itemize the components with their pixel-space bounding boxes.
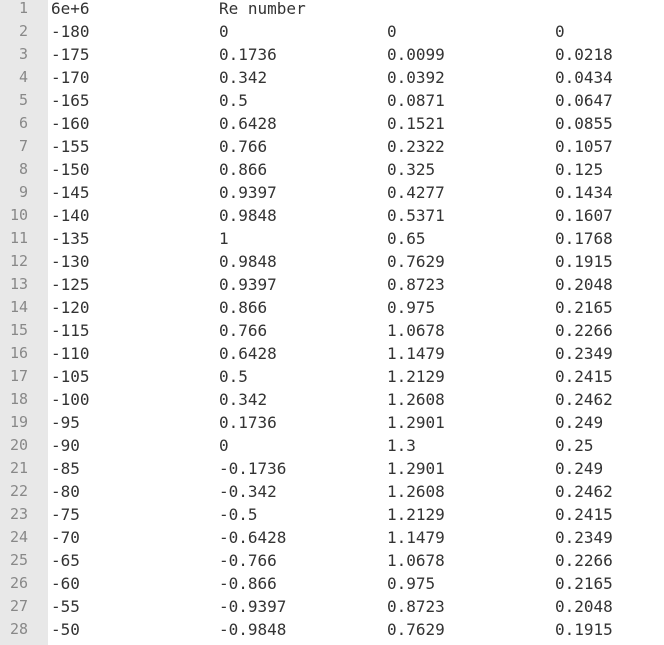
line-field-4: 0.2462 (555, 482, 613, 501)
line-field-1: -100 (51, 390, 90, 409)
line-number: 18 (9, 390, 28, 408)
line-field-4: 0.2415 (555, 367, 613, 386)
line-field-4: 0.0218 (555, 45, 613, 64)
line-number: 21 (9, 459, 28, 477)
text-line[interactable] (0, 181, 664, 204)
line-field-4: 0.0855 (555, 114, 613, 133)
line-field-4: 0.2462 (555, 390, 613, 409)
line-field-2: 0.342 (219, 390, 268, 409)
line-field-3: 1.3 (387, 436, 416, 455)
line-field-1: -175 (51, 45, 90, 64)
line-number: 15 (9, 321, 28, 339)
line-field-1: -80 (51, 482, 80, 501)
line-field-1: -115 (51, 321, 90, 340)
text-line[interactable] (0, 273, 664, 296)
line-number: 4 (18, 68, 28, 86)
line-number: 26 (9, 574, 28, 592)
line-field-1: -140 (51, 206, 90, 225)
text-line[interactable] (0, 388, 664, 411)
line-field-4: 0.1915 (555, 252, 613, 271)
text-line[interactable] (0, 227, 664, 250)
line-field-1: -155 (51, 137, 90, 156)
line-field-3: 1.2608 (387, 482, 445, 501)
line-field-2: -0.9848 (219, 620, 287, 639)
line-field-2: 0.1736 (219, 45, 277, 64)
line-field-4: 0.2048 (555, 597, 613, 616)
text-line[interactable] (0, 503, 664, 526)
line-number: 25 (9, 551, 28, 569)
line-number: 28 (9, 620, 28, 638)
line-field-3: 0.325 (387, 160, 436, 179)
text-line[interactable] (0, 43, 664, 66)
line-number: 27 (9, 597, 28, 615)
line-field-4: 0.249 (555, 459, 604, 478)
line-field-1: -135 (51, 229, 90, 248)
text-line[interactable] (0, 365, 664, 388)
line-field-2: 0.6428 (219, 344, 277, 363)
line-field-3: 1.0678 (387, 551, 445, 570)
text-line[interactable] (0, 411, 664, 434)
line-field-3: 1.2129 (387, 367, 445, 386)
line-number: 19 (9, 413, 28, 431)
line-field-3: 1.2901 (387, 413, 445, 432)
text-line[interactable] (0, 89, 664, 112)
text-line[interactable] (0, 158, 664, 181)
line-field-3: 0.975 (387, 574, 436, 593)
line-field-2: 0 (219, 22, 229, 41)
line-field-2: -0.866 (219, 574, 277, 593)
text-line[interactable] (0, 595, 664, 618)
text-line[interactable] (0, 204, 664, 227)
text-line[interactable] (0, 480, 664, 503)
line-field-3: 0.8723 (387, 597, 445, 616)
line-field-4: 0.249 (555, 413, 604, 432)
line-field-3: 0.7629 (387, 620, 445, 639)
line-number: 17 (9, 367, 28, 385)
line-field-2: 0.9397 (219, 275, 277, 294)
line-field-2: 0.9848 (219, 206, 277, 225)
line-field-2: 0.766 (219, 321, 268, 340)
line-field-1: 6e+6 (51, 0, 90, 18)
line-field-1: -105 (51, 367, 90, 386)
text-line[interactable] (0, 66, 664, 89)
text-line[interactable] (0, 296, 664, 319)
line-field-3: 0.4277 (387, 183, 445, 202)
line-field-2: 0.1736 (219, 413, 277, 432)
line-field-1: -55 (51, 597, 80, 616)
text-line[interactable] (0, 526, 664, 549)
line-number: 22 (9, 482, 28, 500)
line-number: 23 (9, 505, 28, 523)
line-number: 11 (9, 229, 28, 247)
line-field-1: -70 (51, 528, 80, 547)
text-line[interactable] (0, 112, 664, 135)
line-field-2: 0.9397 (219, 183, 277, 202)
text-line[interactable] (0, 20, 664, 43)
line-field-4: 0.2165 (555, 298, 613, 317)
line-field-4: 0.2048 (555, 275, 613, 294)
line-number: 24 (9, 528, 28, 546)
line-field-3: 1.2901 (387, 459, 445, 478)
line-field-2: 0.342 (219, 68, 268, 87)
line-field-1: -120 (51, 298, 90, 317)
text-line[interactable] (0, 572, 664, 595)
line-field-2: -0.6428 (219, 528, 287, 547)
line-field-2: Re number (219, 0, 306, 18)
line-field-2: -0.766 (219, 551, 277, 570)
line-field-3: 0.0392 (387, 68, 445, 87)
line-field-4: 0.2266 (555, 321, 613, 340)
line-field-2: 1 (219, 229, 229, 248)
line-field-3: 0.7629 (387, 252, 445, 271)
text-line[interactable] (0, 135, 664, 158)
line-field-3: 0.5371 (387, 206, 445, 225)
line-field-3: 1.2608 (387, 390, 445, 409)
line-field-2: 0.866 (219, 298, 268, 317)
line-number: 8 (18, 160, 28, 178)
line-number: 1 (18, 0, 28, 17)
text-line[interactable] (0, 250, 664, 273)
text-line[interactable] (0, 549, 664, 572)
text-line[interactable] (0, 342, 664, 365)
line-field-1: -160 (51, 114, 90, 133)
line-field-3: 0.2322 (387, 137, 445, 156)
line-field-3: 1.1479 (387, 344, 445, 363)
line-field-1: -125 (51, 275, 90, 294)
line-field-1: -130 (51, 252, 90, 271)
text-line[interactable] (0, 319, 664, 342)
line-field-4: 0.0647 (555, 91, 613, 110)
line-field-2: -0.9397 (219, 597, 287, 616)
line-field-4: 0.2349 (555, 344, 613, 363)
line-field-4: 0.2165 (555, 574, 613, 593)
line-field-2: 0.866 (219, 160, 268, 179)
line-field-3: 0.8723 (387, 275, 445, 294)
line-field-4: 0.25 (555, 436, 594, 455)
line-field-1: -90 (51, 436, 80, 455)
line-field-2: 0.5 (219, 91, 248, 110)
line-number: 5 (18, 91, 28, 109)
line-number: 10 (9, 206, 28, 224)
line-number: 2 (18, 22, 28, 40)
line-field-3: 0 (387, 22, 397, 41)
text-line[interactable] (0, 0, 664, 20)
line-field-1: -85 (51, 459, 80, 478)
line-number: 6 (18, 114, 28, 132)
line-field-2: -0.1736 (219, 459, 287, 478)
line-field-2: 0.9848 (219, 252, 277, 271)
line-field-4: 0.0434 (555, 68, 613, 87)
line-field-1: -110 (51, 344, 90, 363)
line-field-2: 0.6428 (219, 114, 277, 133)
line-field-1: -165 (51, 91, 90, 110)
line-field-2: 0.5 (219, 367, 248, 386)
line-field-3: 0.1521 (387, 114, 445, 133)
line-field-2: 0.766 (219, 137, 268, 156)
line-field-4: 0.2349 (555, 528, 613, 547)
line-field-2: -0.342 (219, 482, 277, 501)
line-field-1: -65 (51, 551, 80, 570)
line-field-3: 1.1479 (387, 528, 445, 547)
line-field-1: -60 (51, 574, 80, 593)
line-number: 14 (9, 298, 28, 316)
line-field-3: 1.2129 (387, 505, 445, 524)
line-field-1: -145 (51, 183, 90, 202)
line-field-3: 0.65 (387, 229, 426, 248)
line-field-1: -50 (51, 620, 80, 639)
text-line[interactable] (0, 457, 664, 480)
line-number: 12 (9, 252, 28, 270)
line-number: 9 (18, 183, 28, 201)
line-field-1: -95 (51, 413, 80, 432)
line-number: 7 (18, 137, 28, 155)
line-number: 13 (9, 275, 28, 293)
line-field-4: 0.1434 (555, 183, 613, 202)
line-field-2: 0 (219, 436, 229, 455)
line-field-4: 0.2266 (555, 551, 613, 570)
line-number: 16 (9, 344, 28, 362)
line-number: 3 (18, 45, 28, 63)
line-field-4: 0.1057 (555, 137, 613, 156)
line-field-3: 0.975 (387, 298, 436, 317)
text-line[interactable] (0, 618, 664, 641)
line-field-4: 0.1915 (555, 620, 613, 639)
line-field-4: 0.2415 (555, 505, 613, 524)
line-field-1: -180 (51, 22, 90, 41)
line-field-4: 0.125 (555, 160, 604, 179)
line-field-4: 0.1607 (555, 206, 613, 225)
line-field-3: 0.0871 (387, 91, 445, 110)
line-field-4: 0.1768 (555, 229, 613, 248)
line-field-1: -75 (51, 505, 80, 524)
line-number: 20 (9, 436, 28, 454)
line-field-1: -170 (51, 68, 90, 87)
line-field-4: 0 (555, 22, 565, 41)
line-field-3: 0.0099 (387, 45, 445, 64)
line-field-2: -0.5 (219, 505, 258, 524)
line-field-3: 1.0678 (387, 321, 445, 340)
line-field-1: -150 (51, 160, 90, 179)
text-line[interactable] (0, 434, 664, 457)
